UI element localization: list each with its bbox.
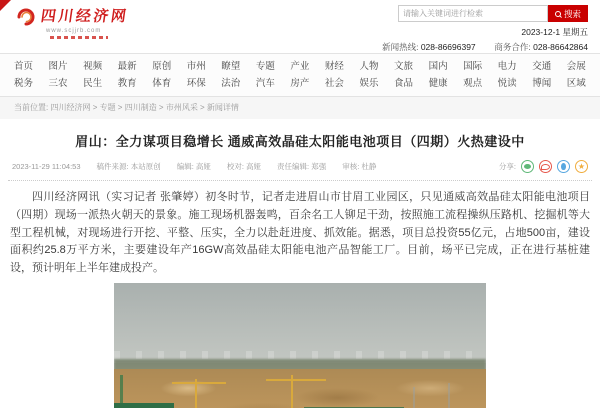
nav-item[interactable]: 交通 <box>532 61 552 72</box>
logo-swoosh-icon <box>16 8 38 26</box>
main-navigation <box>0 53 600 97</box>
nav-item[interactable]: 图片 <box>48 61 68 72</box>
contact-line <box>382 41 588 53</box>
favorite-star-icon[interactable]: ★ <box>575 160 588 173</box>
site-name: 四川经济网 <box>39 9 130 25</box>
nav-item[interactable]: 法治 <box>221 78 241 89</box>
nav-item[interactable]: 国内 <box>428 61 448 72</box>
nav-item[interactable]: 民生 <box>83 78 103 89</box>
nav-item[interactable]: 专题 <box>255 61 275 72</box>
search-input[interactable] <box>398 5 548 22</box>
nav-item[interactable]: 产业 <box>290 61 310 72</box>
nav-item[interactable]: 房产 <box>290 78 310 89</box>
breadcrumb <box>0 97 600 119</box>
nav-row-2 <box>14 75 586 92</box>
nav-item[interactable]: 食品 <box>394 78 414 89</box>
nav-item[interactable]: 文旅 <box>394 61 414 72</box>
search-bar <box>382 5 588 22</box>
search-icon <box>555 11 561 17</box>
breadcrumb-trail[interactable]: 四川经济网 > 专题 > 四川制造 > 市州风采 > 新闻详情 <box>50 103 239 112</box>
weibo-share-icon[interactable] <box>539 160 552 173</box>
nav-item[interactable]: 市州 <box>186 61 206 72</box>
nav-item[interactable]: 娱乐 <box>359 78 379 89</box>
nav-item[interactable]: 区域 <box>566 78 586 89</box>
site-logo[interactable] <box>16 5 129 39</box>
editor-credit: 编辑: 高娅 <box>176 162 211 171</box>
current-date: 2023-12-1 星期五 <box>521 27 588 37</box>
nav-item[interactable]: 原创 <box>152 61 172 72</box>
article-title: 眉山：全力谋项目稳增长 通威高效晶硅太阳能电池项目（四期）火热建设中 <box>75 134 525 149</box>
search-button[interactable] <box>548 5 588 22</box>
nav-item[interactable]: 瞭望 <box>221 61 241 72</box>
publish-datetime: 2023-11-29 11:04:53 <box>12 162 81 171</box>
wechat-share-icon[interactable] <box>521 160 534 173</box>
header-right <box>382 5 588 53</box>
reviewer-credit: 审核: 杜静 <box>342 162 377 171</box>
nav-item[interactable]: 三农 <box>48 78 68 89</box>
site-url: www.scjjrb.com <box>46 28 102 34</box>
nav-item[interactable]: 财经 <box>324 61 344 72</box>
nav-item[interactable]: 税务 <box>14 78 34 89</box>
proofreader-credit: 校对: 高娅 <box>226 162 262 171</box>
nav-item[interactable]: 博闻 <box>532 78 552 89</box>
nav-item[interactable]: 人物 <box>359 61 379 72</box>
nav-item[interactable]: 会展 <box>566 61 586 72</box>
nav-item[interactable]: 视频 <box>83 61 103 72</box>
hotline-number: 028-86696397 <box>420 42 476 52</box>
nav-item[interactable]: 首页 <box>14 61 34 72</box>
nav-item[interactable]: 教育 <box>117 78 137 89</box>
duty-editor-credit: 责任编辑: 郑强 <box>277 162 327 171</box>
nav-item[interactable]: 环保 <box>186 78 206 89</box>
share-bar <box>499 160 588 173</box>
article-photo <box>114 283 486 408</box>
photo-tower-cranes <box>114 283 486 408</box>
nav-row-1 <box>14 58 586 75</box>
nav-item[interactable]: 悦读 <box>497 78 517 89</box>
nav-item[interactable]: 电力 <box>497 61 517 72</box>
nav-item[interactable]: 国际 <box>463 61 483 72</box>
article-paragraph: 四川经济网讯（实习记者 张肇婷）初冬时节，记者走进眉山市甘眉工业园区，只见通威高效晶硅太阳能电池项目（四期）现场一派热火朝天的景象。施工现场机器轰鸣，百余名工人铆足干劲，按照施工流程操纵压路机、挖掘机等大型工程机械，对现场进行开挖、平整、压实，全力以赴赶进度、抓效能。据悉，项目总投资55亿元，占地500亩，建设面积约25.8万平方米，主要建设年产16GW高效晶硅太阳能电池产品智能工厂。目前，场平已完成，正在进行基桩建设，预计明年上半年建成投产。 <box>10 191 590 275</box>
search-button-label: 搜索 <box>563 8 581 19</box>
article-content <box>0 119 600 408</box>
share-label: 分享: <box>498 162 516 171</box>
breadcrumb-label: 当前位置: <box>14 103 49 112</box>
nav-item[interactable]: 体育 <box>152 78 172 89</box>
nav-item[interactable]: 汽车 <box>255 78 275 89</box>
site-header <box>0 0 600 52</box>
nav-item[interactable]: 最新 <box>117 61 137 72</box>
business-label: 商务合作: <box>494 42 531 52</box>
hotline-label: 新闻热线: <box>382 42 419 52</box>
logo-tagline <box>50 36 108 39</box>
nav-item[interactable]: 健康 <box>428 78 448 89</box>
nav-item[interactable]: 观点 <box>463 78 483 89</box>
qq-share-icon[interactable] <box>557 160 570 173</box>
business-number: 028-86642864 <box>533 42 588 52</box>
article-source: 稿件来源: 本站原创 <box>96 162 161 171</box>
nav-item[interactable]: 社会 <box>324 78 344 89</box>
article-meta <box>8 160 592 181</box>
